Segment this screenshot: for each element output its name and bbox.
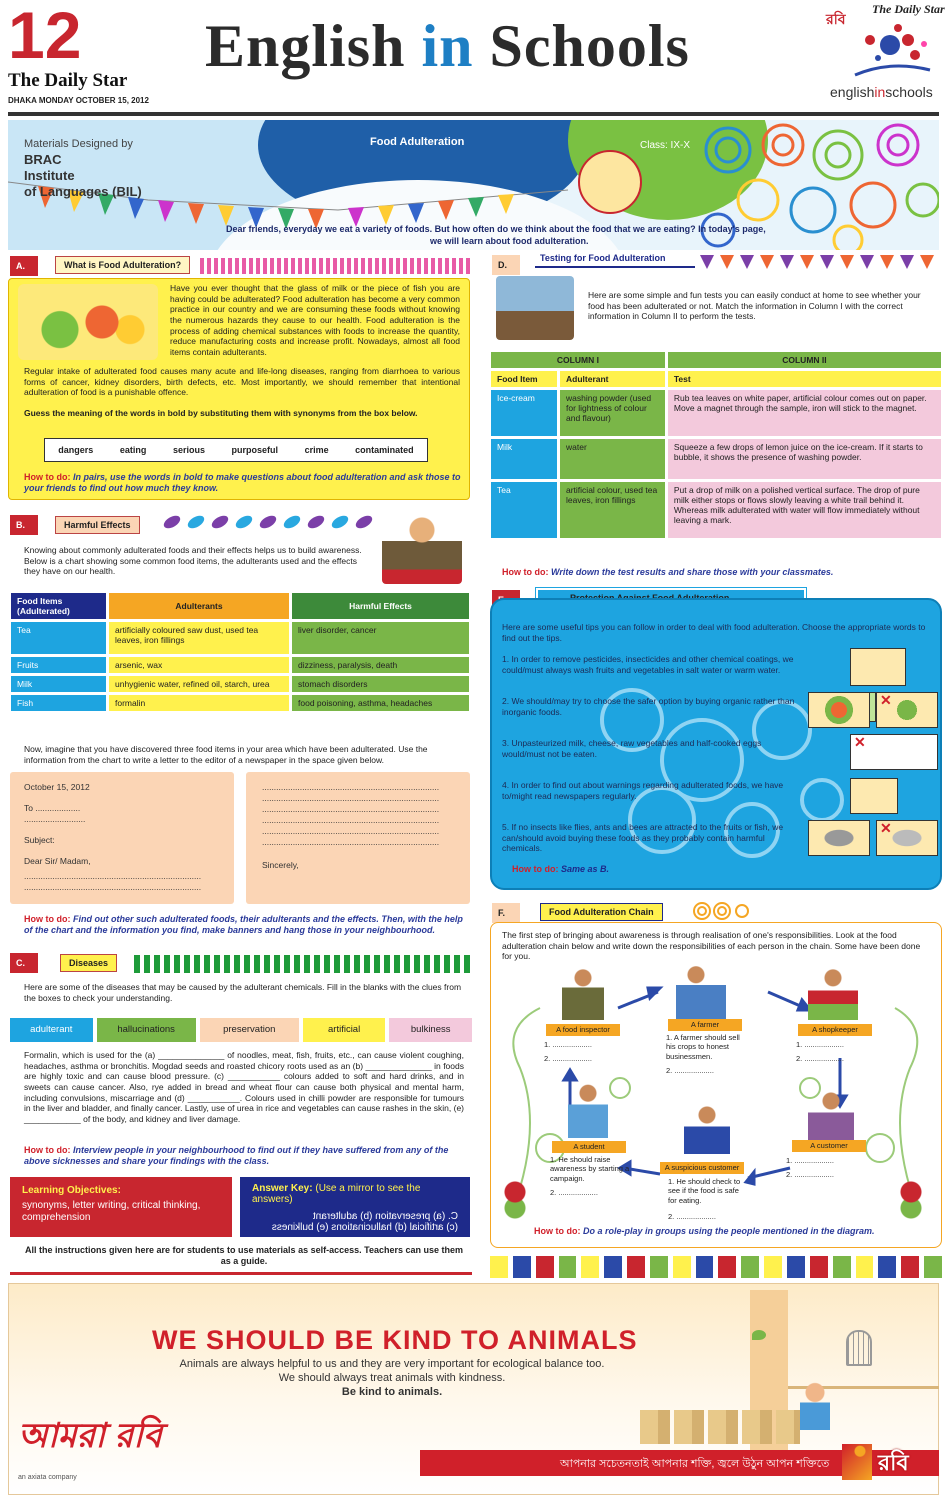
- table-row: Tea artificial colour, used tea leaves, iron fillings Put a drop of milk on a polished vertical surface. The drop of pure milk either stops or flows slowly leaving a white trail behind it. Whereas milk adulterated with water will flow immediately without leaving a mark.: [491, 482, 941, 538]
- logo-paper-name: The Daily Star: [872, 2, 945, 16]
- tip-2: 2. We should/may try to choose the safer option by buying organic rather than inorganic foods.: [502, 696, 795, 717]
- clue-hallucinations: hallucinations: [97, 1018, 196, 1042]
- col-food-items: Food Items (Adulterated): [11, 593, 106, 619]
- axiata-text: an axiata company: [18, 1474, 77, 1481]
- role-food-inspector: A food inspector: [546, 1024, 620, 1036]
- section-d-triangles: [700, 255, 940, 271]
- left-bottom-rule: [10, 1272, 472, 1275]
- section-a-tag: A.: [10, 256, 38, 276]
- section-c-intro: Here are some of the diseases that may be caused by the adulterant chemicals. Fill in the blanks with the clues from the boxes to check your understanding.: [24, 982, 462, 1003]
- spiral-decoration: [690, 899, 750, 923]
- table-row: Tea artificially coloured saw dust, used tea leaves, iron fillings liver disorder, cancer: [11, 622, 469, 654]
- word-4: purposeful: [231, 445, 279, 455]
- objectives-title: Learning Objectives:: [22, 1185, 121, 1196]
- role-food-inspector-l2: 2. ...................: [544, 1054, 592, 1063]
- section-f-intro: The first step of bringing about awareness is through realisation of one's responsibilities. Look at the food adulteration chain below and write down the responsibilities of each person in the chain. Some have been done for you.: [502, 930, 921, 962]
- tip-4: 4. In order to find out about warnings regarding adulterated foods, we have to/might read newspapers regularly.: [502, 780, 784, 801]
- learning-objectives-box: [10, 1177, 232, 1237]
- section-a-stripe: [200, 258, 470, 274]
- section-c-heading: Diseases: [60, 954, 117, 972]
- table-row: Milk water Squeeze a few drops of lemon juice on the ice-cream. If it starts to bubble, it shows the presence of washing powder.: [491, 439, 941, 479]
- sub-test: Test: [668, 371, 941, 387]
- answer-key-title: Answer Key:: [252, 1183, 313, 1194]
- customer-figure: [808, 1090, 854, 1140]
- section-a-how: How to do: In pairs, use the words in bold to make questions about food adulteration and ask those to your friends to find out how much they know.: [24, 472, 461, 494]
- section-d-intro: Here are some simple and fun tests you can easily conduct at home to see whether your food has been adulterated or not. Match the information in Column I with the correct information in Column II to perform the tests.: [588, 290, 921, 322]
- cross-icon: ✕: [854, 734, 866, 750]
- section-d-how: How to do: Write down the test results and share those with your classmates.: [502, 567, 834, 577]
- tip-image-fish-flies: [808, 820, 870, 856]
- role-shopkeeper-l2: 2. ...................: [796, 1054, 844, 1063]
- section-c-how: How to do: Interview people in your neighbourhood to find out if they have suffered from any of the above sicknesses and share your findings with the class.: [24, 1145, 449, 1167]
- section-e-intro: Here are some useful tips you can follow in order to deal with food adulteration. Choose the appropriate words to find out the tips.: [502, 622, 926, 643]
- parrot-right-icon: [896, 1180, 926, 1220]
- table-row: Fruits arsenic, wax dizziness, paralysis, death: [11, 657, 469, 673]
- column-2-header: COLUMN II: [668, 352, 941, 368]
- paper-name: The Daily Star: [8, 70, 128, 91]
- bird-icon: [752, 1330, 766, 1340]
- cage-icon: [846, 1330, 872, 1366]
- answer-line2: (c) artificial (d) hallucinations (e) bulkiness: [271, 1222, 458, 1233]
- role-student-l2: 2. ...................: [550, 1188, 598, 1197]
- word-box: [44, 438, 428, 462]
- kids-reading-illustration: [578, 150, 642, 214]
- topic-title: Food Adulteration: [370, 136, 465, 148]
- parrot-left-icon: [500, 1180, 530, 1220]
- section-a-task: Guess the meaning of the words in bold by substituting them with synonyms from the box below.: [24, 408, 418, 418]
- leaf-stripe: [160, 512, 390, 532]
- objectives-text: synonyms, letter writing, critical thinking, comprehension: [22, 1200, 201, 1223]
- fruits-vegetables-illustration: [18, 284, 158, 360]
- sub-adulterant: Adulterant: [560, 371, 665, 387]
- letter-intro: Now, imagine that you have discovered three food items in your area which have been adulterated. Use the information from the chart to write a letter to the editor of a newspaper in the space given below.: [24, 744, 428, 765]
- shopkeeper-figure: [808, 966, 858, 1020]
- ad-line3: Be kind to animals.: [341, 1386, 443, 1398]
- role-farmer-l1: 1. A farmer should sell his crops to honest businessmen.: [666, 1033, 740, 1061]
- role-suspicious-customer: A suspicious customer: [660, 1162, 744, 1174]
- page-title: English in Schools: [205, 13, 690, 79]
- clue-bulkiness: bulkiness: [389, 1018, 472, 1042]
- sub-food-item: Food Item: [491, 371, 557, 387]
- cross-icon: ✕: [880, 820, 892, 836]
- word-5: crime: [304, 445, 329, 455]
- city-skyline: [640, 1410, 800, 1444]
- child-figure: [800, 1380, 830, 1430]
- column-1-header: COLUMN I: [491, 352, 665, 368]
- section-f-how: How to do: Do a role-play in groups using the people mentioned in the diagram.: [534, 1226, 875, 1236]
- class-label: Class: IX-X: [640, 140, 691, 151]
- role-student: A student: [552, 1141, 626, 1153]
- section-b-tag: B.: [10, 515, 38, 535]
- role-food-inspector-l1: 1. ...................: [544, 1040, 592, 1049]
- letter-left-text: October 15, 2012 To ................... .......................... Subject: Dear Sir/ Madam, ........................................................................... ...........................................................................: [24, 782, 202, 893]
- role-customer-l1: 1. ...................: [786, 1156, 834, 1165]
- ad-line1: Animals are always helpful to us and they are very important for ecological balance too.: [179, 1358, 605, 1370]
- intro-line2: we will learn about food adulteration.: [430, 236, 589, 246]
- tip-image-fruit-basket: [808, 692, 870, 728]
- clue-artificial: artificial: [303, 1018, 386, 1042]
- color-block-strip: [490, 1256, 942, 1278]
- testing-table: [488, 349, 944, 541]
- col-adulterants: Adulterants: [109, 593, 289, 619]
- role-customer: A customer: [792, 1140, 866, 1152]
- suspicious-customer-figure: [684, 1104, 730, 1154]
- word-1: dangers: [58, 445, 94, 455]
- designer-line1: BRAC: [24, 152, 62, 167]
- ad-tagline: আপনার সচেতনতাই আপনার শক্তি, জ্বলে উঠুন আপন শক্তিতে: [560, 1458, 830, 1470]
- table-row: Fish formalin food poisoning, asthma, headaches: [11, 695, 469, 711]
- answer-key-note: (Use a mirror to see the answers): [252, 1183, 421, 1205]
- english-in-schools-logo-text: englishinschools: [830, 84, 933, 100]
- section-b-heading: Harmful Effects: [55, 516, 140, 534]
- tip-3: 3. Unpasteurized milk, cheese, raw vegetables and half-cooked eggs would/must not be eaten.: [502, 738, 762, 759]
- role-suspicious-customer-l1: 1. He should check to see if the food is safe for eating.: [668, 1177, 741, 1205]
- tip-image-washing: [850, 648, 906, 686]
- section-d-heading: Testing for Food Adulteration: [540, 253, 666, 263]
- page-number: 12: [8, 0, 82, 72]
- section-f-tag: F.: [492, 903, 520, 923]
- cross-icon: ✕: [880, 692, 892, 708]
- dateline: DHAKA MONDAY OCTOBER 15, 2012: [8, 96, 149, 105]
- food-inspector-figure: [562, 966, 604, 1020]
- section-a-heading: What is Food Adulteration?: [55, 256, 190, 274]
- section-e-how: How to do: Same as B.: [512, 864, 610, 874]
- role-farmer-l2: 2. ...................: [666, 1066, 714, 1075]
- ad-line2: We should always treat animals with kindness.: [278, 1372, 506, 1384]
- section-f-heading: Food Adulteration Chain: [540, 903, 663, 921]
- brand-script-logo: আমরা রবি: [18, 1417, 162, 1455]
- section-d-underline: [535, 266, 695, 268]
- robi-logo-text: রবি: [878, 1450, 909, 1475]
- word-3: serious: [172, 445, 205, 455]
- tip-1: 1. In order to remove pesticides, insecticides and other chemical coatings, we could/must always wash fruits and vegetables in salt water or warm water.: [502, 654, 794, 675]
- scientist-illustration: [382, 512, 462, 584]
- answer-key-box: [240, 1177, 470, 1237]
- role-customer-l2: 2. ...................: [786, 1170, 834, 1179]
- robi-logo-small: রবি: [826, 11, 846, 27]
- clue-boxes: [10, 1018, 472, 1042]
- col-harmful-effects: Harmful Effects: [292, 593, 469, 619]
- section-a-p2: Regular intake of adulterated food causes many acute and life-long diseases, ranging from diarrhoea to various forms of cancer, kidney disorders, birth defects, etc. Most importantly, we should remember that intentional adulteration of food is a punishable offence.: [24, 366, 460, 398]
- robi-logo-icon: [842, 1444, 872, 1480]
- ad-headline: WE SHOULD BE KIND TO ANIMALS: [152, 1325, 638, 1355]
- word-6: contaminated: [355, 445, 414, 455]
- table-row: Ice-cream washing powder (used for lightness of colour and flavour) Rub tea leaves on white paper, artificial colour comes out on paper. Move a magnet through the sample, iron will stick to the magnet.: [491, 390, 941, 436]
- role-farmer: A farmer: [668, 1019, 742, 1031]
- section-c-stripe: [134, 955, 472, 973]
- section-b-how: How to do: Find out other such adulterated foods, their adulterants and the effects. Then, with the help of the chart and the information you find, make banners and hang those in your neighbourhood.: [24, 914, 463, 936]
- designer-line2: Institute: [24, 168, 75, 183]
- header-rule: [8, 112, 939, 116]
- designer-line3: of Languages (BIL): [24, 184, 142, 199]
- role-shopkeeper-l1: 1. ...................: [796, 1040, 844, 1049]
- letter-right-text: ........................................................................... ........................................................................... ........................................................................... ........................................................................... ........................................................................... ........................................................................... Sincerely,: [262, 782, 440, 871]
- table-row: Milk unhygienic water, refined oil, starch, urea stomach disorders: [11, 676, 469, 692]
- kitchen-illustration: [496, 276, 574, 340]
- clue-preservation: preservation: [200, 1018, 299, 1042]
- section-c-passage: Formalin, which is used for the (a) ______________ of noodles, meat, fish, fruits, etc., can cause violent coughing, headaches, asthma or bronchitis. Mogdad seeds and roasted chicory roots used as an (b) ______________ in foods are highly toxic and can cause blood pressure. (c) ___________ colours added to soft and hard drinks, and in sweets can cause cancer. Also, rye added in bread and wheat flour can cause both physical and mental harm, including convulsions, miscarriage and (d) ___________. Colours used in chilli powder are responsible for tumours in the liver and bladder, and finally cancer. Lastly, use of urea in rice and vegetables can cause rashes in the skin, (e) ____________ of the body, and kidney and liver damage.: [24, 1050, 464, 1124]
- section-d-tag: D.: [492, 255, 520, 275]
- answer-line1: C. (a) preservation (b) adulterant: [312, 1211, 458, 1222]
- materials-by: Materials Designed by: [24, 138, 133, 150]
- section-a-p1: Have you ever thought that the glass of milk or the piece of fish you are having could be adulterated? Food adulteration has become a very common practice in our country and we are consuming these foods without knowing the numerous hazards they cause to our health. Food adulteration is the process of adding chemical substances with foods to increase the quantity, reduce manufacturing costs and increase profit. Nowadays, almost all food items contain adulterants.: [170, 283, 460, 357]
- intro-line1: Dear friends, everyday we eat a variety of foods. But how often do we think about the food that we are eating? In today's page,: [226, 224, 766, 234]
- role-shopkeeper: A shopkeeper: [798, 1024, 872, 1036]
- clue-adulterant: adulterant: [10, 1018, 93, 1042]
- word-2: eating: [119, 445, 147, 455]
- section-c-tag: C.: [10, 953, 38, 973]
- english-in-schools-logo: [840, 20, 940, 85]
- student-figure: [568, 1082, 608, 1138]
- tip-5: 5. If no insects like flies, ants and bees are attracted to the fruits or fish, we can/should avoid buying these foods as they probably contain harmful chemicals.: [502, 822, 784, 854]
- role-student-l1: 1. He should raise awareness by starting a campaign.: [550, 1155, 630, 1183]
- role-suspicious-customer-l2: 2. ...................: [668, 1212, 716, 1221]
- harmful-effects-table: [8, 590, 472, 714]
- tip-image-newspaper: [850, 778, 898, 814]
- section-b-intro: Knowing about commonly adulterated foods and their effects helps us to build awareness. Below is a chart showing some common food items, the adulterants used and the effects they have on our health.: [24, 545, 362, 577]
- farmer-figure: [676, 962, 726, 1020]
- instructions: All the instructions given here are for students to use materials as self-access. Teachers can use them as a guide.: [25, 1245, 463, 1267]
